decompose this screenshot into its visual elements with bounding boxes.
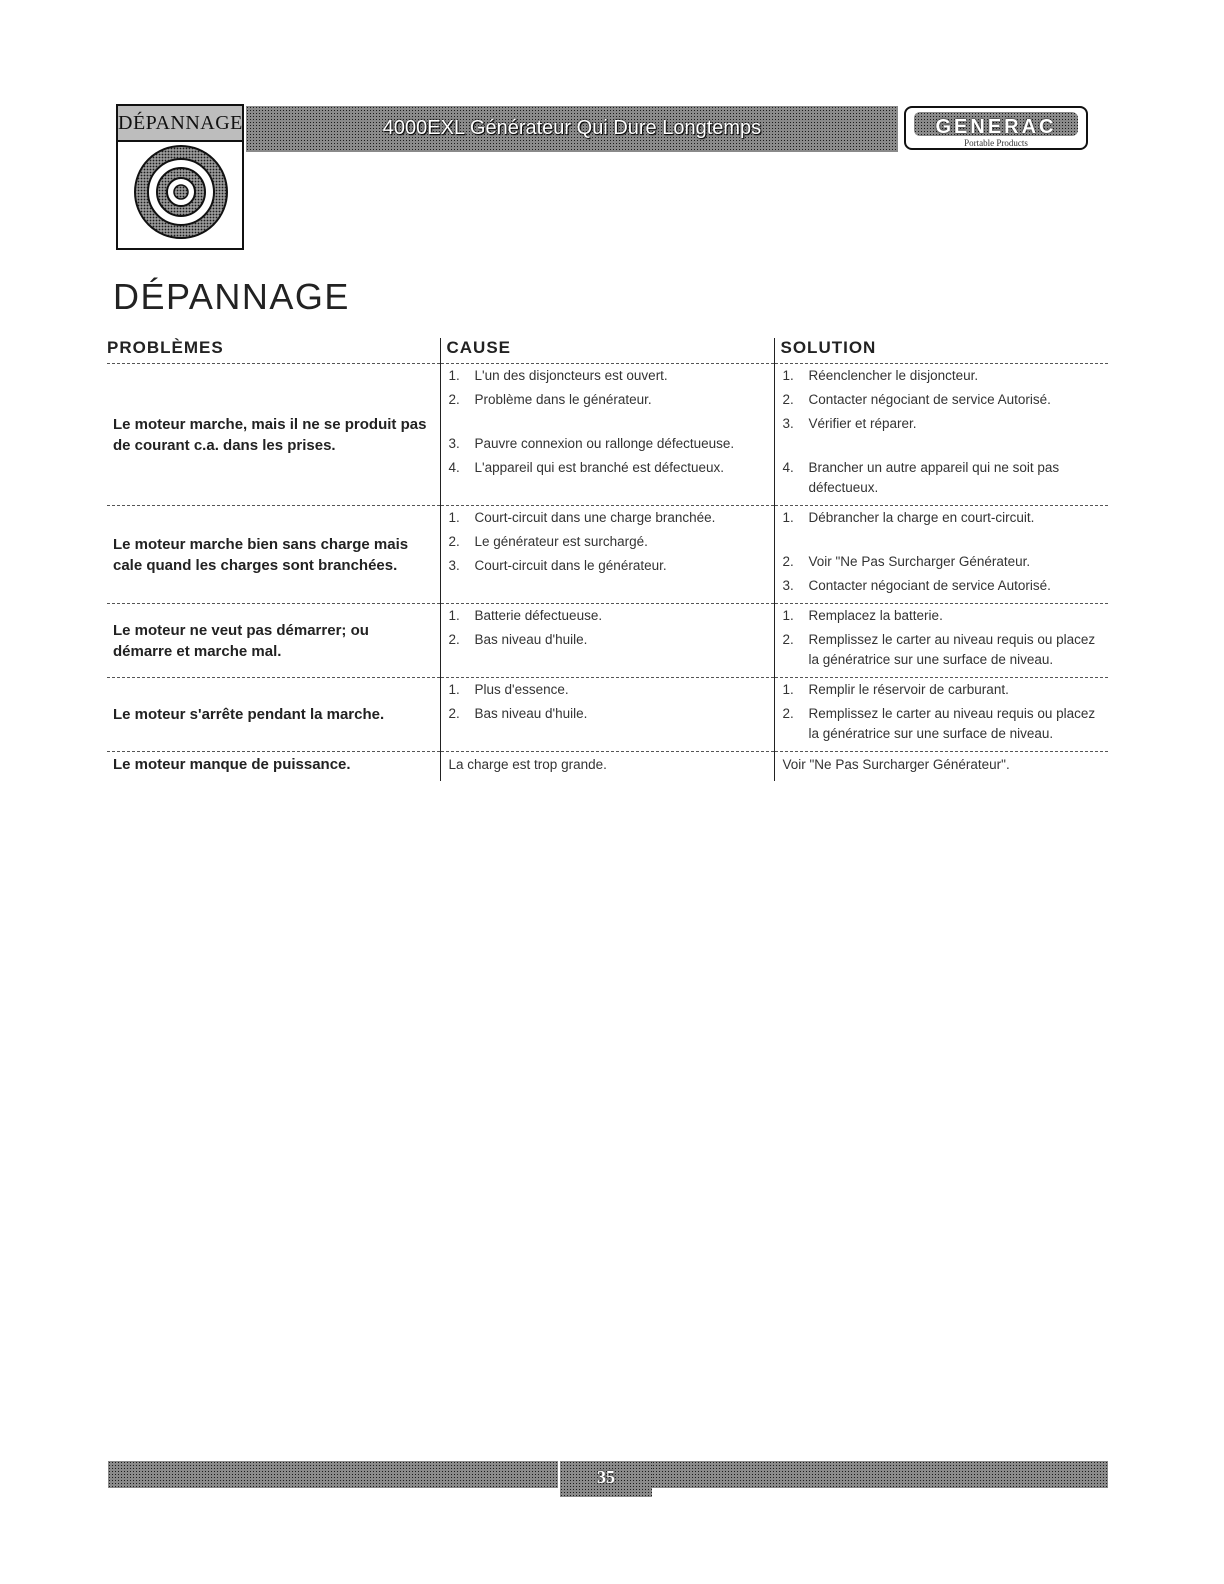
list-item — [441, 556, 774, 580]
problem-cell: Le moteur marche bien sans charge mais cale quand les charges sont branchées. — [107, 506, 440, 604]
list-item — [441, 704, 774, 728]
item-text: Court-circuit dans le générateur. — [474, 558, 667, 573]
column-header-cause: CAUSE — [440, 338, 774, 364]
footer-bar-right — [652, 1461, 1108, 1488]
page-number: 35 — [597, 1467, 615, 1487]
list-item — [775, 390, 1109, 414]
list-item — [775, 508, 1109, 552]
solution-cell — [774, 678, 1108, 752]
header-bar — [246, 106, 898, 152]
item-number: 2. — [782, 554, 794, 569]
table-row — [107, 604, 1108, 678]
section-badge — [116, 104, 244, 250]
column-header-problems: PROBLÈMES — [107, 338, 440, 364]
item-text: Remplissez le carter au niveau requis ou placez la génératrice sur une surface de niveau. — [808, 706, 1096, 741]
item-number: 3. — [782, 416, 794, 431]
solution-cell — [774, 752, 1108, 782]
table-row — [107, 678, 1108, 752]
item-text: Problème dans le générateur. — [474, 392, 652, 407]
item-text: Débrancher la charge en court-circuit. — [808, 510, 1035, 525]
item-number: 2. — [448, 392, 460, 407]
brand-name: GENERAC — [935, 116, 1057, 138]
item-text: Contacter négociant de service Autorisé. — [808, 392, 1051, 407]
item-number: 1. — [782, 682, 794, 697]
brand-logo-plate — [914, 112, 1078, 136]
item-text: Bas niveau d'huile. — [474, 632, 588, 647]
item-number: 2. — [782, 392, 794, 407]
brand-subtitle: Portable Products — [964, 138, 1028, 148]
item-text: Réenclencher le disjoncteur. — [808, 368, 979, 383]
cause-cell — [440, 678, 774, 752]
item-number: 4. — [448, 460, 460, 475]
list-item — [441, 630, 774, 654]
item-text: Plus d'essence. — [474, 682, 569, 697]
solution-text: Voir "Ne Pas Surcharger Générateur". — [782, 757, 1010, 772]
header-title: 4000EXL Générateur Qui Dure Longtemps — [382, 117, 762, 139]
table-row — [107, 752, 1108, 782]
list-item — [775, 552, 1109, 576]
cause-cell — [440, 752, 774, 782]
troubleshooting-table — [107, 338, 1108, 781]
cause-cell — [440, 364, 774, 506]
solution-cell — [774, 604, 1108, 678]
item-number: 2. — [782, 632, 794, 647]
item-text: Batterie défectueuse. — [474, 608, 603, 623]
page-number-box — [560, 1461, 652, 1497]
item-number: 1. — [782, 368, 794, 383]
problem-cell: Le moteur manque de puissance. — [113, 756, 351, 773]
page-title: DÉPANNAGE — [113, 276, 350, 317]
list-item — [775, 630, 1109, 674]
list-item — [441, 680, 774, 704]
item-text: L'un des disjoncteurs est ouvert. — [474, 368, 668, 383]
target-icon — [125, 144, 237, 244]
table-header-row — [107, 338, 1108, 364]
item-number: 1. — [782, 510, 794, 525]
problem-cell: Le moteur s'arrête pendant la marche. — [107, 678, 440, 752]
solution-cell — [774, 364, 1108, 506]
list-item — [775, 576, 1109, 600]
brand-logo — [904, 106, 1088, 150]
item-number: 2. — [782, 706, 794, 721]
item-number: 2. — [448, 534, 460, 549]
list-item — [441, 434, 774, 458]
item-number: 2. — [448, 706, 460, 721]
cause-cell — [440, 506, 774, 604]
list-item — [441, 508, 774, 532]
item-number: 2. — [448, 632, 460, 647]
item-text: Voir "Ne Pas Surcharger Générateur. — [808, 554, 1031, 569]
list-item — [775, 704, 1109, 748]
problem-cell: Le moteur marche, mais il ne se produit pas de courant c.a. dans les prises. — [107, 364, 440, 506]
table-row — [107, 506, 1108, 604]
item-text: Remplacez la batterie. — [808, 608, 943, 623]
list-item — [441, 366, 774, 390]
list-item — [775, 680, 1109, 704]
list-item — [441, 606, 774, 630]
column-header-solution: SOLUTION — [774, 338, 1108, 364]
cause-cell — [440, 604, 774, 678]
item-number: 1. — [782, 608, 794, 623]
item-number: 1. — [448, 608, 460, 623]
cause-text: La charge est trop grande. — [448, 757, 607, 772]
list-item — [775, 458, 1109, 502]
list-item — [441, 390, 774, 434]
item-number: 3. — [782, 578, 794, 593]
item-text: L'appareil qui est branché est défectueux. — [474, 460, 724, 475]
item-text: Vérifier et réparer. — [808, 416, 917, 431]
list-item — [441, 532, 774, 556]
list-item — [775, 606, 1109, 630]
item-text: Brancher un autre appareil qui ne soit pas défectueux. — [808, 460, 1060, 495]
item-number: 1. — [448, 510, 460, 525]
item-text: Le générateur est surchargé. — [474, 534, 648, 549]
item-number: 3. — [448, 558, 460, 573]
item-number: 1. — [448, 682, 460, 697]
item-text: Remplissez le carter au niveau requis ou placez la génératrice sur une surface de niveau. — [808, 632, 1096, 667]
solution-cell — [774, 506, 1108, 604]
item-number: 3. — [448, 436, 460, 451]
list-item — [441, 458, 774, 482]
item-text: Court-circuit dans une charge branchée. — [474, 510, 716, 525]
footer-bar-left — [108, 1461, 558, 1488]
item-text: Pauvre connexion ou rallonge défectueuse. — [474, 436, 735, 451]
list-item — [775, 366, 1109, 390]
item-text: Bas niveau d'huile. — [474, 706, 588, 721]
item-number: 1. — [448, 368, 460, 383]
table-row — [107, 364, 1108, 506]
section-badge-label: DÉPANNAGE — [118, 106, 242, 142]
problem-cell: Le moteur ne veut pas démarrer; ou démarre et marche mal. — [107, 604, 440, 678]
list-item — [775, 414, 1109, 458]
item-text: Remplir le réservoir de carburant. — [808, 682, 1009, 697]
item-text: Contacter négociant de service Autorisé. — [808, 578, 1051, 593]
item-number: 4. — [782, 460, 794, 475]
